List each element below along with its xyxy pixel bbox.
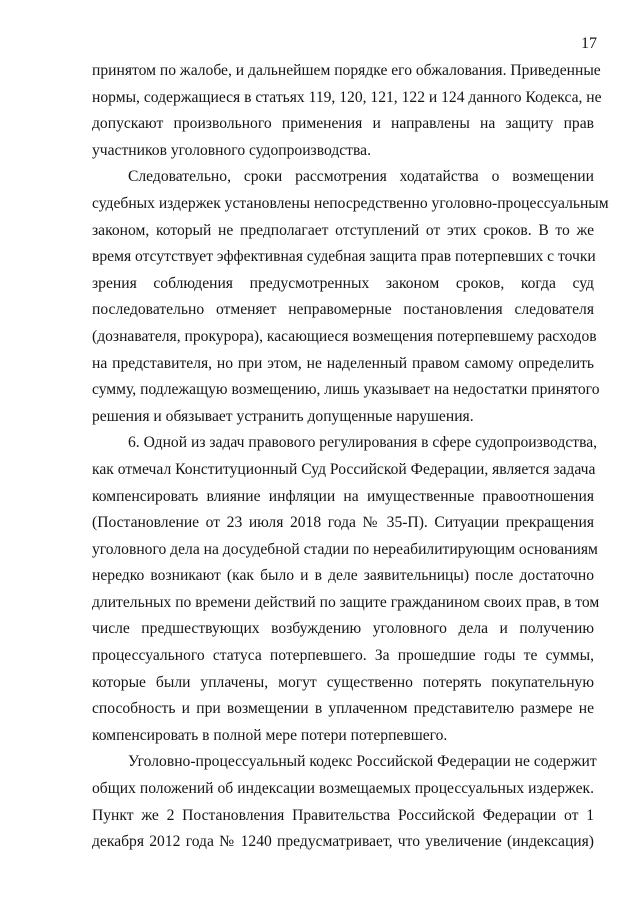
text-line: процессуального статуса потерпевшего. За прошедшие годы те суммы, [92,647,594,665]
text-line: зрения соблюдения предусмотренных законом сроков, когда суд [92,274,594,292]
text-line: длительных по времени действий по защите гражданином своих прав, в том [92,593,600,611]
text-line: Пункт же 2 Постановления Правительства Российской Федерации от 1 [92,806,594,824]
text-line: общих положений об индексации возмещаемых процессуальных издержек. [92,780,594,798]
text-line: (дознавателя, прокурора), касающиеся возмещения потерпевшему расходов [92,327,597,345]
text-line: законом, который не предполагает отступлений от этих сроков. В то же [92,221,594,239]
text-line: которые были уплачены, могут существенно потерять покупательную [92,673,594,691]
text-line: компенсировать влияние инфляции на имущественные правоотношения [92,487,594,505]
text-line: как отмечал Конституционный Суд Российской Федерации, является задача [92,460,596,478]
text-line: способность и при возмещении в уплаченном представителю размере не [92,700,594,718]
text-line: допускают произвольного применения и направлены на защиту прав [92,115,594,133]
text-line: последовательно отменяет неправомерные постановления следователя [92,301,594,319]
text-line: числе предшествующих возбуждению уголовного дела и получению [92,620,594,638]
paragraph-2 [92,164,609,430]
paragraph-4 [92,749,597,855]
text-line: время отсутствует эффективная судебная защита прав потерпевших с точки [92,248,596,266]
text-line: (Постановление от 23 июля 2018 года № 35-П). Ситуации прекращения [92,514,594,532]
text-line: Следовательно, сроки рассмотрения ходатайства о возмещении [128,168,594,186]
text-line: 6. Одной из задач правового регулирования в сфере судопроизводства, [128,434,598,452]
text-line: компенсировать в полной мере потери потерпевшего. [92,726,448,744]
text-line: судебных издержек установлены непосредственно уголовно-процессуальным [92,194,609,212]
paragraph-1 [92,58,602,164]
text-line: Уголовно-процессуальный кодекс Российской Федерации не содержит [128,753,597,771]
paragraph-3 [92,430,600,749]
text-line: участников уголовного судопроизводства. [92,141,371,159]
text-line: нередко возникают (как было и в деле заявительницы) после достаточно [92,567,594,585]
text-line: нормы, содержащиеся в статьях 119, 120, 121, 122 и 124 данного Кодекса, не [92,88,602,106]
page-number: 17 [581,35,597,52]
text-line: на представителя, но при этом, не наделенный правом самому определить [92,354,594,372]
text-line: принятом по жалобе, и дальнейшем порядке его обжалования. Приведенные [92,62,601,79]
text-line: декабря 2012 года № 1240 предусматривает, что увеличение (индексация) [92,833,594,851]
document-body [92,58,609,856]
text-line: сумму, подлежащую возмещению, лишь указывает на недостатки принятого [92,381,600,399]
text-line: уголовного дела на досудебной стадии по нереабилитирующим основаниям [92,540,598,558]
text-line: решения и обязывает устранить допущенные нарушения. [92,407,474,425]
